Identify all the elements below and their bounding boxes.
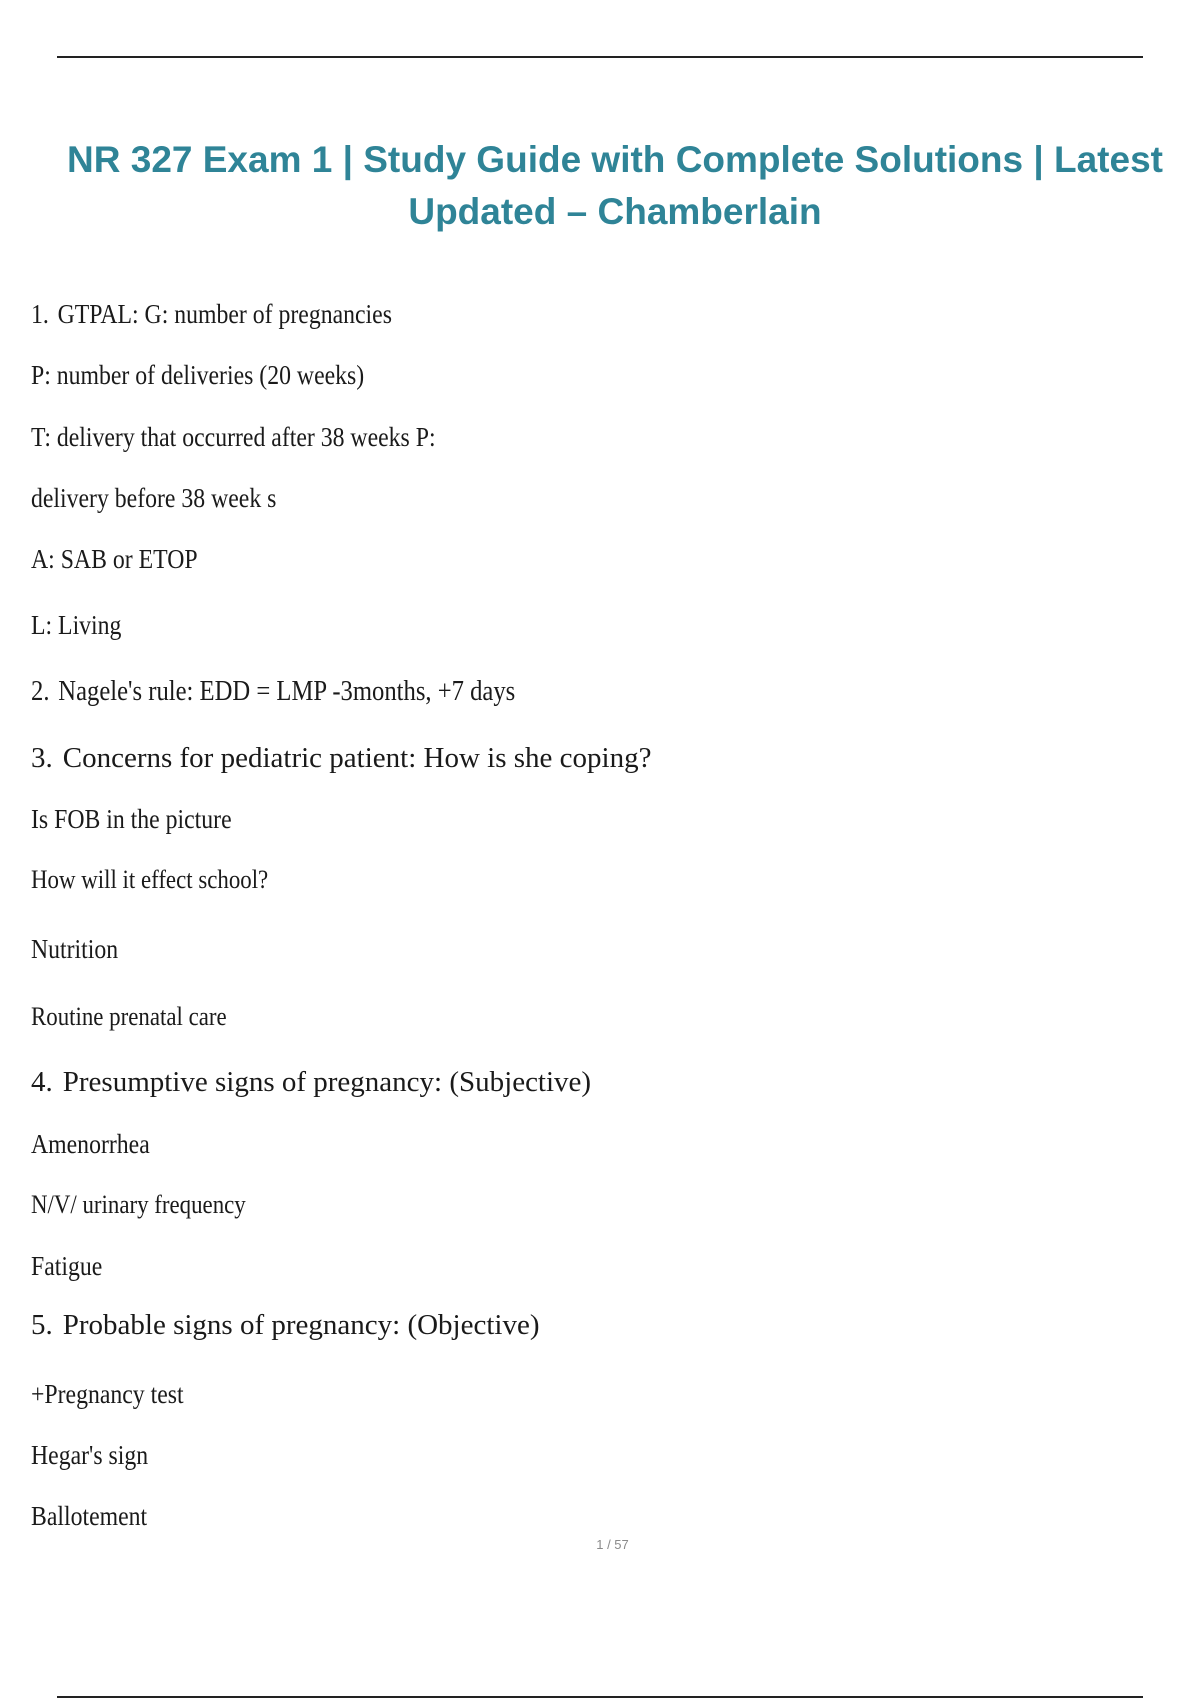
answer-1-p: P: number of deliveries (20 weeks) [31,360,365,390]
page-number: 1 / 57 [596,1537,629,1552]
question-5-text: Probable signs of pregnancy: (Objective) [62,1309,540,1341]
question-3-text: Concerns for pediatric patient: How is she coping? [62,742,652,774]
question-5-number: 5. [31,1309,53,1341]
title-line-2: Updated – Chamberlain [408,191,822,232]
answer-5-3: Ballotement [31,1501,148,1531]
answer-5-2: Hegar's sign [31,1440,149,1470]
question-1-number: 1. [31,299,49,329]
answer-3-1: Is FOB in the picture [31,804,232,834]
question-5 [31,1309,540,1342]
answer-3-2: How will it effect school? [31,865,269,894]
answer-5-1: +Pregnancy test [31,1379,184,1409]
answer-4-3: Fatigue [31,1251,103,1281]
top-rule [57,56,1143,58]
question-3 [31,742,651,775]
answer-1-t: T: delivery that occurred after 38 weeks P: [31,422,436,452]
question-4 [31,1066,591,1099]
question-4-text: Presumptive signs of pregnancy: (Subjective) [62,1066,592,1098]
question-1 [31,299,392,330]
answer-3-4: Routine prenatal care [31,1002,227,1031]
question-1-text: GTPAL: G: number of pregnancies [57,299,392,329]
bottom-rule [57,1696,1143,1698]
answer-1-p2: delivery before 38 week s [31,483,277,513]
question-2-text: Nagele's rule: EDD = LMP -3months, +7 days [58,676,516,707]
question-2 [31,676,515,708]
answer-4-2: N/V/ urinary frequency [31,1190,246,1219]
answer-1-a: A: SAB or ETOP [31,544,198,574]
title-line-1: NR 327 Exam 1 | Study Guide with Complete Solutions | Latest [67,139,1163,180]
answer-3-3: Nutrition [31,934,119,964]
question-3-number: 3. [31,742,53,774]
question-2-number: 2. [31,676,50,707]
question-4-number: 4. [31,1066,53,1098]
document-title [40,134,1190,238]
answer-1-l: L: Living [31,610,122,640]
answer-4-1: Amenorrhea [31,1129,150,1159]
